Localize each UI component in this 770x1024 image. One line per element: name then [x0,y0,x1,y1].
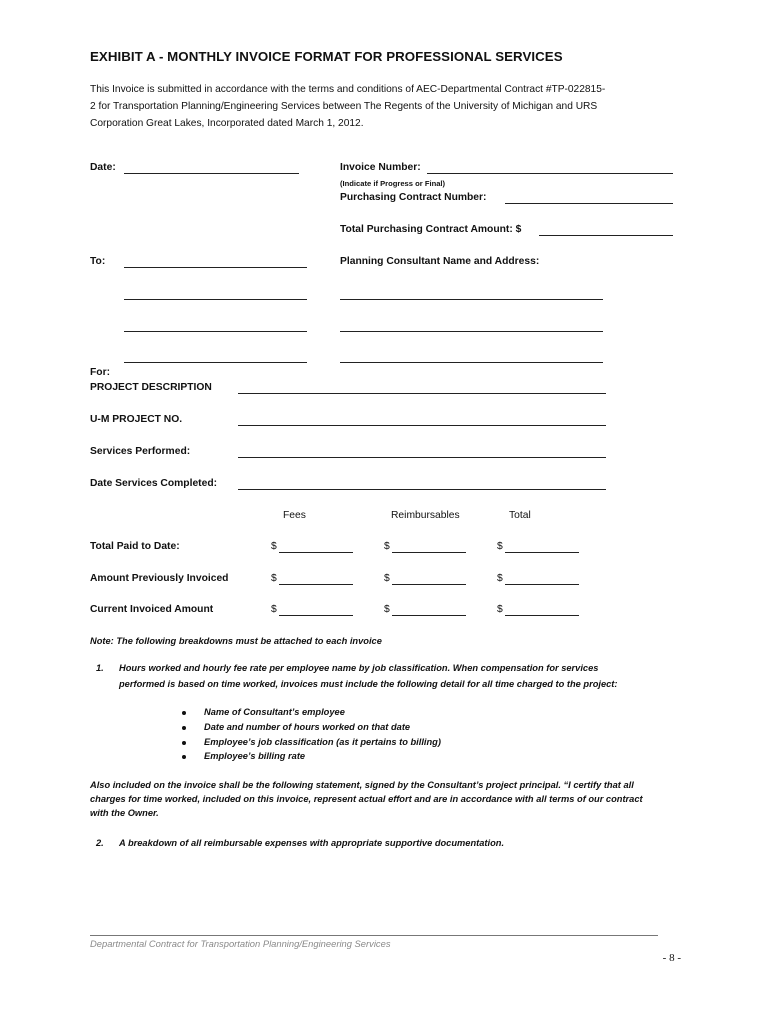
column-header-fees: Fees [283,510,306,521]
intro-line: This Invoice is submitted in accordance with the terms and conditions of AEC-Departmental Contract #TP-022815- [90,84,606,95]
total-contract-label: Total Purchasing Contract Amount: $ [340,224,522,235]
currency-symbol: $ [384,604,390,615]
project-no-label: U-M PROJECT NO. [90,414,183,425]
project-description-label: PROJECT DESCRIPTION [90,382,212,393]
total-amount-field[interactable] [505,615,579,616]
date-label: Date: [90,162,116,173]
total-amount-field[interactable] [505,584,579,585]
consultant-address-field[interactable] [340,331,603,332]
row-label-total-paid: Total Paid to Date: [90,541,180,552]
bullet-icon [182,741,186,745]
bullet-icon [182,755,186,759]
fees-amount-field[interactable] [279,584,353,585]
date-completed-field[interactable] [238,489,606,490]
bullet-icon [182,726,186,730]
to-address-field[interactable] [124,331,307,332]
reimbursables-amount-field[interactable] [392,584,466,585]
to-address-field[interactable] [124,267,307,268]
statement-line: with the Owner. [90,808,159,818]
to-address-field[interactable] [124,362,307,363]
currency-symbol: $ [271,573,277,584]
to-label: To: [90,256,106,267]
currency-symbol: $ [271,541,277,552]
purchasing-contract-field[interactable] [505,203,673,204]
consultant-label: Planning Consultant Name and Address: [340,256,540,267]
intro-line: 2 for Transportation Planning/Engineering Services between The Regents of the University of Michigan and URS [90,101,598,112]
row-label-current-invoiced: Current Invoiced Amount [90,604,214,615]
services-performed-field[interactable] [238,457,606,458]
statement-line: Also included on the invoice shall be the following statement, signed by the Consultant’s project principal. “I certify that all [90,780,634,790]
column-header-total: Total [509,510,531,521]
for-label: For: [90,367,111,378]
fees-amount-field[interactable] [279,552,353,553]
row-label-previously-invoiced: Amount Previously Invoiced [90,573,229,584]
note-text: Note: The following breakdowns must be attached to each invoice [90,636,382,646]
to-address-field[interactable] [124,299,307,300]
reimbursables-amount-field[interactable] [392,615,466,616]
invoice-number-label: Invoice Number: [340,162,421,173]
purchasing-contract-label: Purchasing Contract Number: [340,192,487,203]
fees-amount-field[interactable] [279,615,353,616]
date-completed-label: Date Services Completed: [90,478,218,489]
bullet-item: Employee’s billing rate [204,751,306,761]
project-no-field[interactable] [238,425,606,426]
currency-symbol: $ [497,604,503,615]
consultant-address-field[interactable] [340,362,603,363]
invoice-number-field[interactable] [427,173,673,174]
item1-line: Hours worked and hourly fee rate per employee name by job classification. When compensation for services [119,663,599,673]
footer-text: Departmental Contract for Transportation Planning/Engineering Services [90,938,391,949]
item-number: 2. [96,838,104,848]
project-description-field[interactable] [238,393,606,394]
bullet-item: Employee’s job classification (as it pertains to billing) [204,737,441,747]
bullet-item: Date and number of hours worked on that date [204,722,411,732]
services-performed-label: Services Performed: [90,446,191,457]
consultant-address-field[interactable] [340,299,603,300]
page-title: EXHIBIT A - MONTHLY INVOICE FORMAT FOR PROFESSIONAL SERVICES [90,49,563,64]
currency-symbol: $ [497,541,503,552]
bullet-icon [182,711,186,715]
total-amount-field[interactable] [505,552,579,553]
currency-symbol: $ [271,604,277,615]
item1-line: performed is based on time worked, invoices must include the following detail for all time charged to the project: [119,679,618,689]
currency-symbol: $ [497,573,503,584]
currency-symbol: $ [384,541,390,552]
intro-line: Corporation Great Lakes, Incorporated dated March 1, 2012. [90,118,364,129]
item2-text: A breakdown of all reimbursable expenses with appropriate supportive documentation. [119,838,505,848]
item-number: 1. [96,663,104,673]
total-contract-field[interactable] [539,235,673,236]
page-number: - 8 - [662,952,681,964]
footer-divider [90,935,658,936]
intro-paragraph [90,81,690,132]
reimbursables-amount-field[interactable] [392,552,466,553]
column-header-reimbursables: Reimbursables [391,510,460,521]
date-field[interactable] [124,173,299,174]
invoice-number-hint: (Indicate if Progress or Final) [340,179,446,188]
bullet-item: Name of Consultant’s employee [204,707,345,717]
statement-line: charges for time worked, included on this invoice, represent actual effort and are in accordance with all terms of our contract [90,794,643,804]
currency-symbol: $ [384,573,390,584]
